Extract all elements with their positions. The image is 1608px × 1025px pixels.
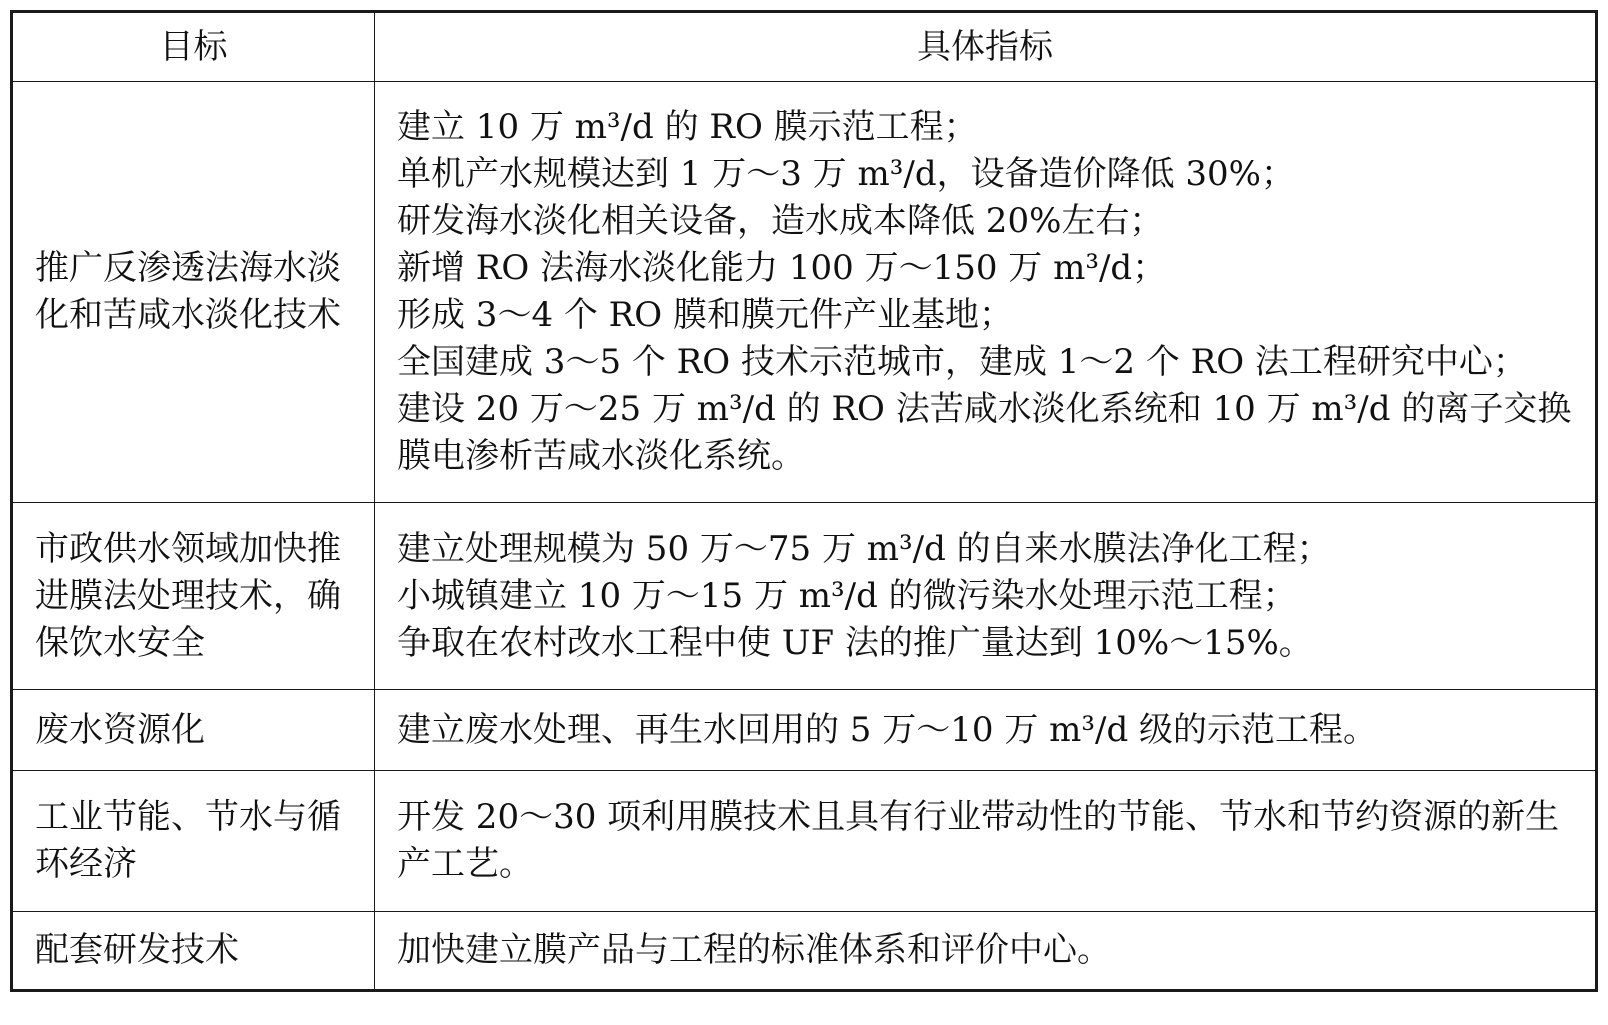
- metric-line: 新增 RO 法海水淡化能力 100 万～150 万 m³/d；: [397, 248, 1167, 288]
- metric-line: 小城镇建立 10 万～15 万 m³/d 的微污染水处理示范工程；: [397, 575, 1297, 616]
- header-target: 目标: [12, 12, 375, 82]
- metric-line: 争取在农村改水工程中使 UF 法的推广量达到 10%～15%。: [397, 622, 1313, 663]
- table-row: [12, 82, 1597, 503]
- target-cell: 配套研发技术: [12, 912, 375, 991]
- target-cell: 废水资源化: [12, 690, 375, 771]
- metric-line: 开发 20～30 项利用膜技术且具有行业带动性的节能、节水和节约资源的新生产工艺。: [397, 797, 1560, 884]
- metric-line: 研发海水淡化相关设备，造水成本降低 20%左右；: [397, 201, 1164, 241]
- metric-line: 单机产水规模达到 1 万～3 万 m³/d，设备造价降低 30%；: [397, 154, 1295, 194]
- metric-line: 建立处理规模为 50 万～75 万 m³/d 的自来水膜法净化工程；: [397, 528, 1331, 569]
- metric-line: 形成 3～4 个 RO 膜和膜元件产业基地；: [397, 295, 1013, 335]
- metric-line: 全国建成 3～5 个 RO 技术示范城市，建成 1～2 个 RO 法工程研究中心；: [397, 342, 1527, 382]
- target-cell: 工业节能、节水与循环经济: [12, 771, 375, 912]
- table-header-row: [12, 12, 1597, 82]
- target-cell: 推广反渗透法海水淡化和苦咸水淡化技术: [12, 82, 375, 503]
- metrics-cell: [375, 503, 1597, 690]
- metric-line: 建立废水处理、再生水回用的 5 万～10 万 m³/d 级的示范工程。: [397, 709, 1378, 750]
- table-row: [12, 690, 1597, 771]
- metric-line: 加快建立膜产品与工程的标准体系和评价中心。: [397, 930, 1111, 970]
- table-row: [12, 771, 1597, 912]
- metrics-cell: [375, 771, 1597, 912]
- table-row: [12, 912, 1597, 991]
- metrics-cell: [375, 912, 1597, 991]
- header-metrics: 具体指标: [375, 12, 1597, 82]
- table-row: [12, 503, 1597, 690]
- metric-line: 建立 10 万 m³/d 的 RO 膜示范工程；: [397, 107, 978, 147]
- metrics-cell: [375, 82, 1597, 503]
- metrics-cell: [375, 690, 1597, 771]
- metric-line: 建设 20 万～25 万 m³/d 的 RO 法苦咸水淡化系统和 10 万 m³/d 的离子交换膜电渗析苦咸水淡化系统。: [397, 389, 1572, 476]
- target-cell: 市政供水领域加快推进膜法处理技术，确保饮水安全: [12, 503, 375, 690]
- goals-indicators-table: [10, 10, 1598, 992]
